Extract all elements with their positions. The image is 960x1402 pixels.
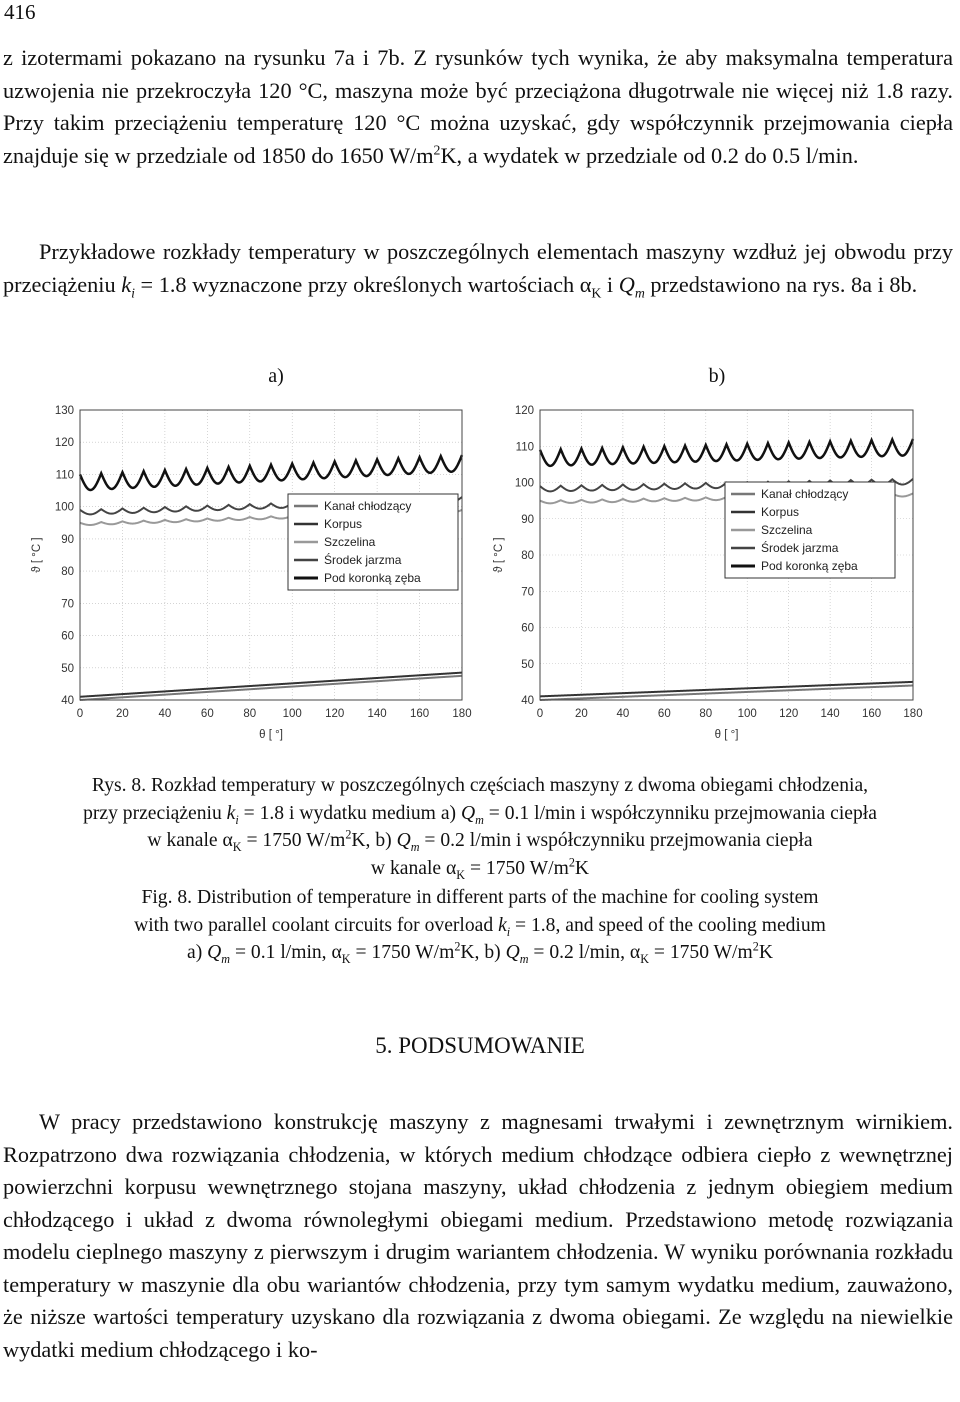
- legend-entry-3: Środek jarzma: [324, 553, 402, 567]
- legend-entry-0: Kanał chłodzący: [761, 487, 849, 501]
- legend-entry-1: Korpus: [324, 517, 363, 531]
- section-heading: 5. PODSUMOWANIE: [375, 1033, 585, 1058]
- intro-paragraph: z izotermami pokazano na rysunku 7a i 7b. Z rysunków tych wynika, że aby maksymalna temperatura uzwojenia nie przekroczyła 120 °C, maszyna może być przeciążona długotrwale nie więcej niż 1.8 razy. Przy takim przeciążeniu temperaturę 120 °C można uzyskać, gdy współczynnik przejmowania ciepła znajduje się w przedziale od 1850 do 1650 $W/m^2K$, a wydatek w przedziale od 0.2 do 0.5 l/min.: [3, 45, 953, 168]
- y-axis-label: ϑ [ °C ]: [493, 537, 505, 573]
- x-tick-label: 120: [325, 708, 345, 720]
- y-tick-label: 90: [61, 533, 74, 546]
- x-axis-label: θ [ °]: [714, 729, 739, 741]
- y-tick-label: 60: [61, 630, 74, 643]
- legend: [725, 482, 895, 578]
- y-tick-label: 130: [54, 405, 74, 417]
- y-tick-label: 120: [514, 405, 534, 417]
- y-tick-label: 120: [54, 437, 74, 450]
- caption-polish: Rys. 8. Rozkład temperatury w poszczególnych częściach maszyny z dwoma obiegami chłodzenia, przy przeciążeniu $k_i = 1.8$ i wydatku medium a) $Q_m = 0.1$ l/min i współczynniku przejmowania ciepła w kanale $\alpha_K = 1750$ $W/m^2K$, b) $Q_m = 0.2$ l/min i współczynniku przejmowania ciepła w kanale $\alpha_K = 1750$ $W/m^2K$: [83, 775, 877, 882]
- x-tick-label: 160: [409, 708, 430, 720]
- y-axis-label: ϑ [ °C ]: [31, 537, 43, 573]
- series-line-4: [80, 455, 462, 490]
- x-tick-label: 80: [243, 708, 257, 720]
- x-axis-label: θ [ °]: [259, 729, 283, 741]
- y-tick-label: 50: [521, 658, 534, 671]
- chart-panel-a: [0, 358, 480, 748]
- x-tick-label: 0: [76, 708, 84, 720]
- x-tick-label: 160: [861, 708, 882, 720]
- chart-b: [480, 358, 960, 748]
- y-tick-label: 80: [61, 566, 74, 579]
- y-tick-label: 100: [514, 477, 534, 490]
- x-tick-label: 180: [903, 708, 923, 720]
- y-tick-label: 40: [61, 695, 74, 707]
- series-line-4: [540, 439, 913, 466]
- series-line-1: [80, 673, 462, 697]
- x-tick-label: 40: [158, 708, 172, 720]
- legend-entry-2: Szczelina: [324, 535, 376, 549]
- legend-entry-4: Pod koronką zęba: [324, 571, 421, 585]
- y-tick-label: 40: [521, 695, 534, 707]
- series-line-1: [540, 682, 913, 697]
- y-tick-label: 70: [61, 598, 74, 611]
- y-tick-label: 70: [521, 586, 534, 599]
- panel-label: b): [708, 365, 726, 387]
- legend-entry-2: Szczelina: [761, 523, 813, 537]
- x-tick-label: 100: [282, 708, 302, 720]
- x-tick-label: 0: [536, 708, 544, 720]
- y-tick-label: 110: [55, 469, 74, 482]
- paragraph-rozklady: Przykładowe rozkłady temperatury w poszczególnych elementach maszyny wzdłuż jej obwodu przy przeciążeniu $k_i = 1.8$ wyznaczone przy określonych wartościach $\alpha_K$ i $Q_m$ przedstawiono na rys. 8a i 8b.: [3, 239, 953, 300]
- x-tick-label: 140: [367, 708, 387, 720]
- chart-a: [0, 358, 480, 748]
- series-line-0: [540, 686, 913, 701]
- x-tick-label: 120: [779, 708, 799, 720]
- legend-entry-3: Środek jarzma: [761, 541, 839, 555]
- y-tick-label: 50: [61, 662, 74, 675]
- legend-entry-4: Pod koronką zęba: [761, 559, 858, 573]
- x-tick-label: 60: [657, 708, 671, 720]
- y-tick-label: 60: [521, 622, 534, 635]
- summary-paragraph: W pracy przedstawiono konstrukcję maszyny z magnesami trwałymi i zewnętrznym wirnikiem. Rozpatrzono dwa rozwiązania chłodzenia, w których medium chłodzące odbiera ciepło z wewnętrznej powierzchni korpusu wewnętrznego stojana maszyny, układ chłodzenia z jednym obiegiem medium chłodzącego i układ z dwoma równoległymi obiegami medium. Przedstawiono metodę rozwiązania modelu cieplnego maszyny z pierwszym i drugim wariantem chłodzenia. W wyniku porównania rozkładu temperatury w maszynie dla obu wariantów chłodzenia, przy tym samym wydatku medium, zauważono, że niższe wartości temperatury uzyskano dla rozwiązania z dwoma obiegami. Ze względu na niewielkie wydatki medium chłodzącego i ko-: [3, 1109, 953, 1362]
- x-tick-label: 20: [575, 708, 588, 720]
- x-tick-label: 20: [116, 708, 129, 720]
- figure-8: [0, 358, 960, 758]
- x-tick-label: 40: [616, 708, 630, 720]
- y-tick-label: 90: [521, 513, 534, 526]
- legend-entry-1: Korpus: [761, 505, 800, 519]
- legend-entry-0: Kanał chłodzący: [324, 499, 412, 513]
- x-tick-label: 140: [820, 708, 840, 720]
- page-number: 416: [4, 0, 36, 24]
- y-tick-label: 100: [54, 501, 74, 514]
- series-line-0: [80, 676, 462, 700]
- caption-english: Fig. 8. Distribution of temperature in different parts of the machine for cooling system with two parallel coolant circuits for overload $k_i = 1.8$, and speed of the cooling medium a) $Q_m = 0.1$ l/min, $\alpha_K = 1750$ $W/m^2K$, b) $Q_m = 0.2$ l/min, $\alpha_K = 1750$ $W/m^2K$: [134, 887, 826, 967]
- x-tick-label: 60: [200, 708, 214, 720]
- panel-label: a): [268, 365, 284, 387]
- x-tick-label: 80: [699, 708, 713, 720]
- chart-panel-b: [480, 358, 960, 748]
- y-tick-label: 80: [521, 550, 534, 562]
- y-tick-label: 110: [515, 441, 534, 454]
- legend: [288, 494, 458, 590]
- x-tick-label: 180: [452, 708, 472, 720]
- x-tick-label: 100: [737, 708, 757, 720]
